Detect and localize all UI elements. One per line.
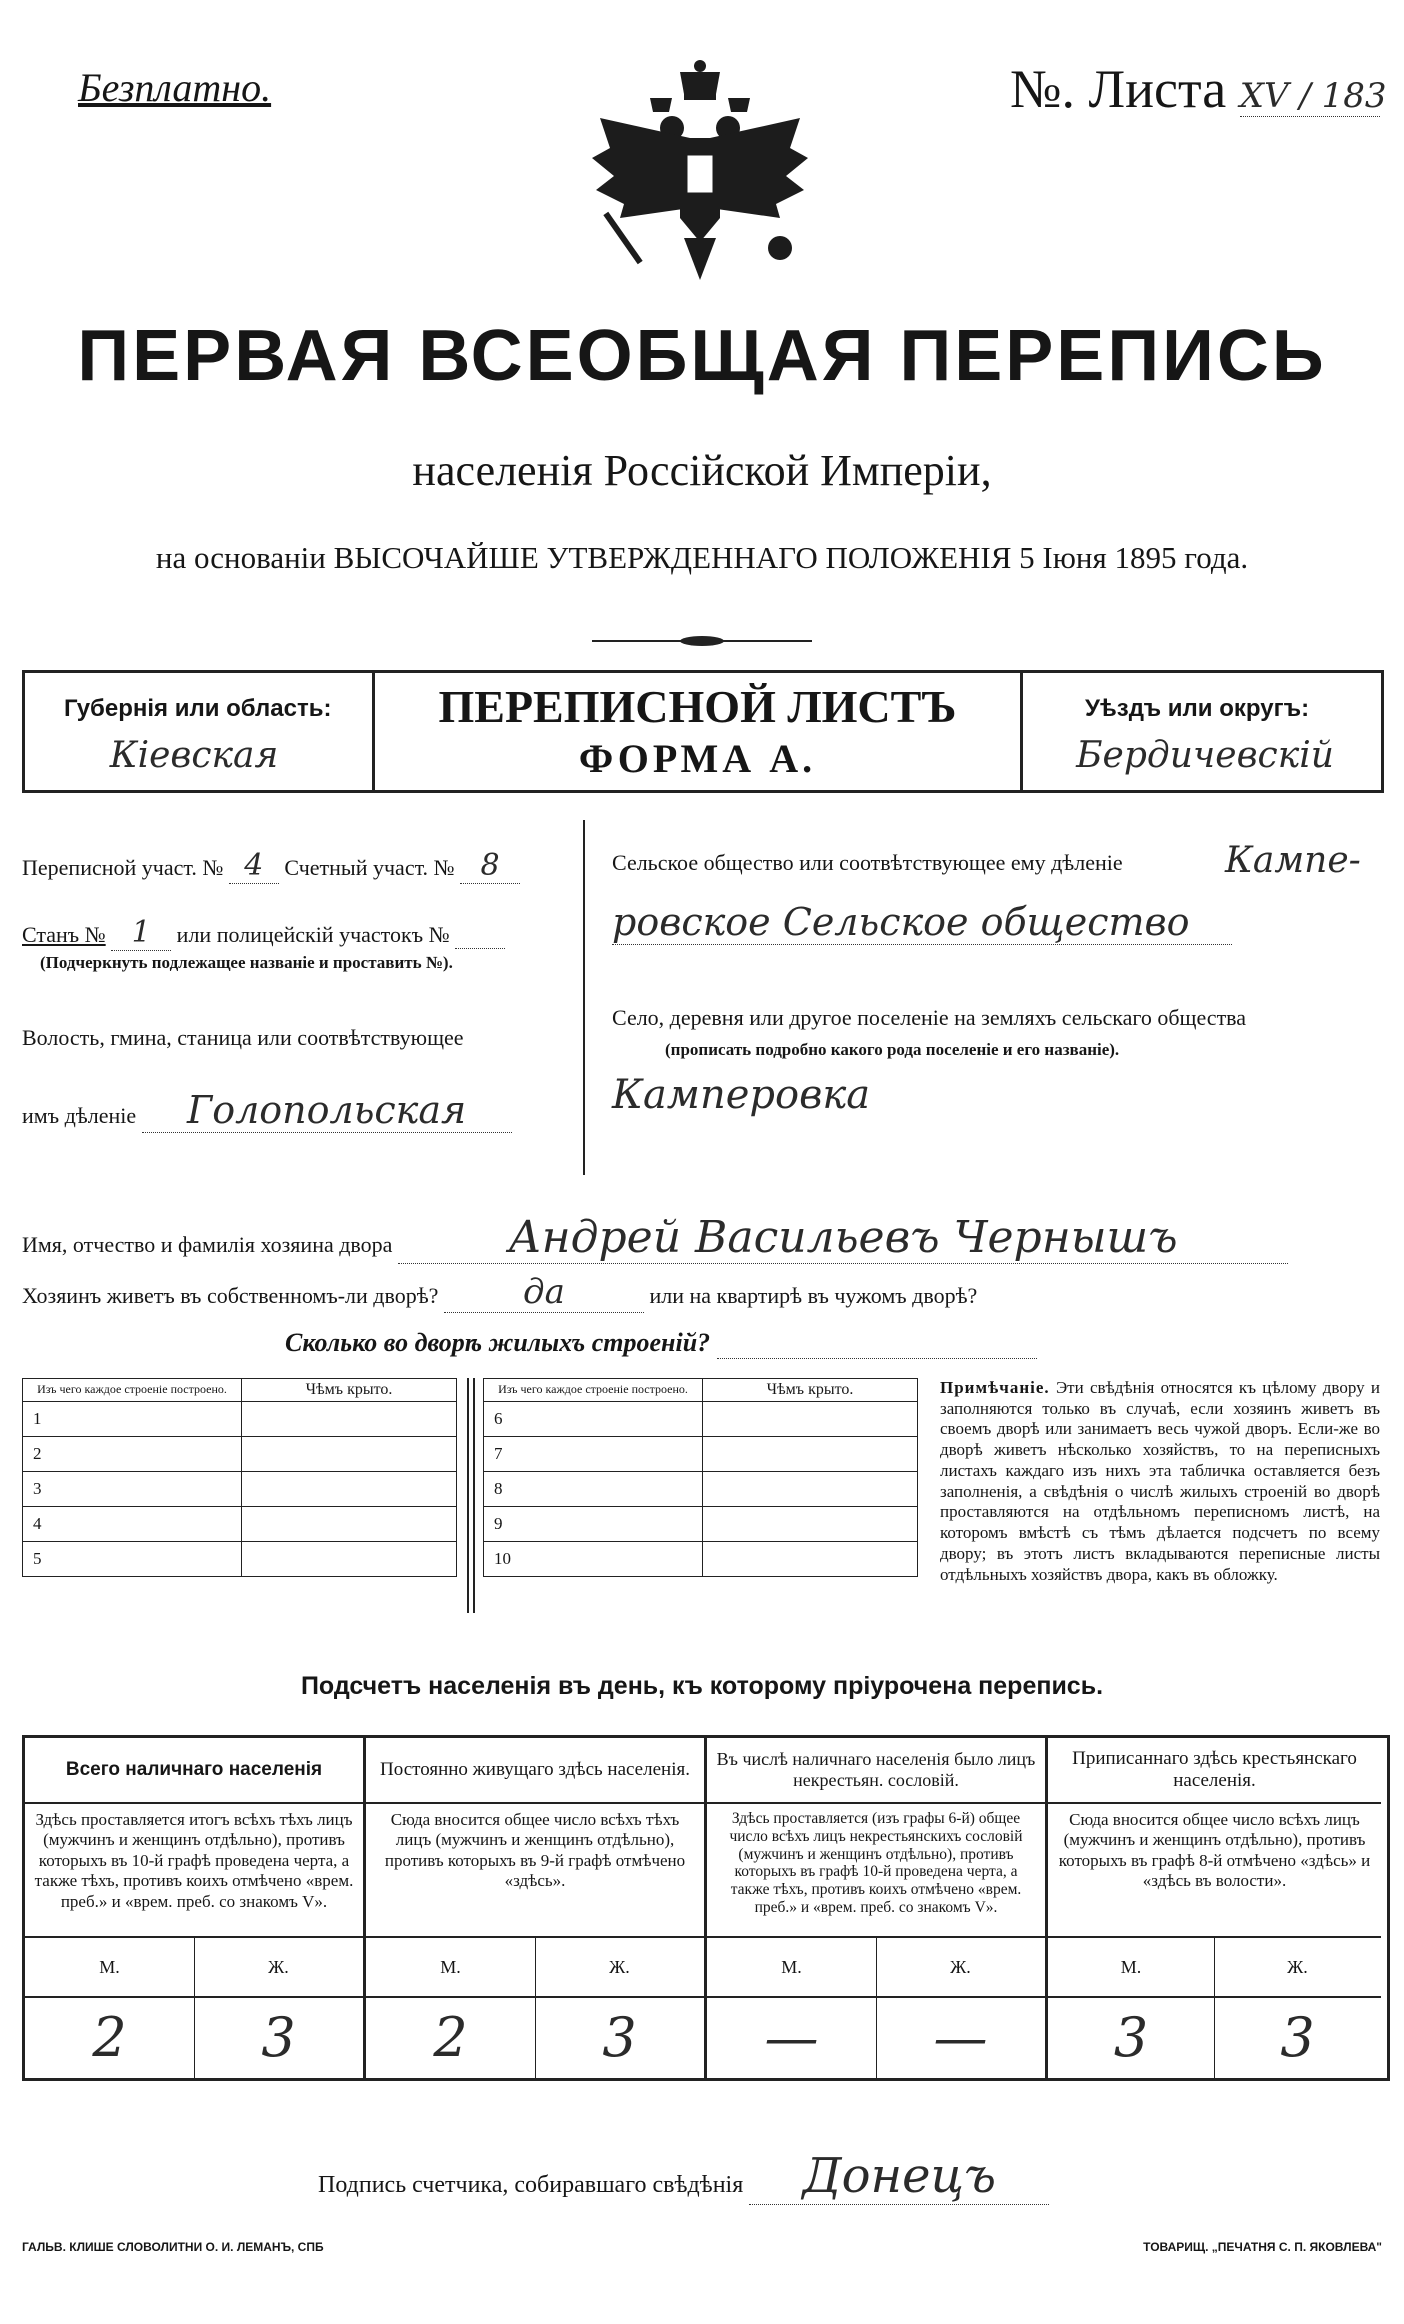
table-row bbox=[23, 1437, 457, 1472]
owner-lives-value: да bbox=[444, 1272, 644, 1313]
form-subtitle: ФОРМА А. bbox=[578, 736, 817, 781]
sex-f: Ж. bbox=[876, 1938, 1045, 1998]
count-area-value: 8 bbox=[460, 848, 520, 884]
population-col-permanent bbox=[366, 1738, 707, 2078]
sex-f: Ж. bbox=[194, 1938, 363, 1998]
population-col-assigned bbox=[1048, 1738, 1381, 2078]
police-area-value bbox=[455, 922, 505, 949]
row-number: 6 bbox=[484, 1402, 703, 1437]
sex-f: Ж. bbox=[535, 1938, 704, 1998]
page-title: ПЕРВАЯ ВСЕОБЩАЯ ПЕРЕПИСЬ bbox=[77, 316, 1327, 396]
row-number: 3 bbox=[23, 1472, 242, 1507]
table-row bbox=[23, 1542, 457, 1577]
sex-m: М. bbox=[25, 1938, 194, 1998]
sex-m: М. bbox=[1048, 1938, 1214, 1998]
sex-m: М. bbox=[366, 1938, 535, 1998]
owner-rent-label: или на квартирѣ въ чужомъ дворѣ? bbox=[649, 1283, 978, 1308]
buildings-table-right bbox=[483, 1378, 918, 1577]
col-head: Постоянно живущаго здѣсь населенія. bbox=[366, 1738, 704, 1804]
volost-label-2: имъ дѣленіе bbox=[22, 1103, 137, 1128]
col-head: Приписаннаго здѣсь крестьянскаго населенія. bbox=[1048, 1738, 1381, 1804]
police-area-label: или полицейскій участокъ № bbox=[176, 922, 450, 947]
row-number: 4 bbox=[23, 1507, 242, 1542]
buildings-question: Сколько во дворѣ жилыхъ строеній? bbox=[285, 1328, 711, 1357]
col-roof-header: Чѣмъ крыто. bbox=[242, 1379, 457, 1402]
owner-name-label: Имя, отчество и фамилія хозяина двора bbox=[22, 1232, 393, 1257]
value-m: 2 bbox=[433, 2005, 468, 2069]
census-area-value: 4 bbox=[229, 848, 279, 884]
stan-label: Станъ № bbox=[22, 922, 106, 947]
page-subtitle: населенія Россійской Имперіи, bbox=[412, 446, 992, 495]
value-f: 3 bbox=[602, 2005, 637, 2069]
row-number: 8 bbox=[484, 1472, 703, 1507]
col-head: Въ числѣ наличнаго населенія было лицъ некрестьян. сословій. bbox=[707, 1738, 1045, 1804]
value-f: 3 bbox=[261, 2005, 296, 2069]
imperial-eagle-emblem bbox=[580, 58, 820, 288]
col-head: Всего наличнаго населенія bbox=[25, 1738, 363, 1804]
footer-right: ТОВАРИЩ. „ПЕЧАТНЯ С. П. ЯКОВЛЕВА" bbox=[1143, 2240, 1382, 2254]
value-f: 3 bbox=[1280, 2005, 1315, 2069]
note-title: Примѣчаніе. bbox=[940, 1378, 1050, 1397]
society-value-2: ровское Сельское общество bbox=[612, 900, 1232, 945]
signature-value: Донецъ bbox=[749, 2148, 1049, 2205]
row-number: 2 bbox=[23, 1437, 242, 1472]
signature-label: Подпись счетчика, собиравшаго свѣдѣнія bbox=[318, 2172, 744, 2198]
buildings-count-field bbox=[717, 1328, 1037, 1359]
village-value: Камперовка bbox=[612, 1072, 871, 1118]
value-f: — bbox=[933, 2005, 988, 2069]
col-desc: Сюда вносится общее число всѣхъ тѣхъ лицъ (мужчинъ и женщинъ отдѣльно), противъ которыхъ въ 9-й графѣ отмѣчено «здѣсь». bbox=[366, 1804, 704, 1938]
row-number: 1 bbox=[23, 1402, 242, 1437]
society-label: Сельское общество или соотвѣтствующее ему дѣленіе bbox=[612, 850, 1123, 875]
col-desc: Сюда вносится общее число всѣхъ лицъ (мужчинъ и женщинъ отдѣльно), противъ которыхъ въ графѣ 8-й отмѣчено «здѣсь» и «здѣсь въ волости». bbox=[1048, 1804, 1381, 1938]
table-row bbox=[484, 1507, 918, 1542]
population-table bbox=[22, 1735, 1390, 2081]
sex-f: Ж. bbox=[1214, 1938, 1381, 1998]
col-desc: Здѣсь проставляется (изъ графы 6-й) общее число всѣхъ лицъ некрестьянскихъ сословій (мужчинъ и женщинъ отдѣльно), противъ которыхъ въ графѣ 10-й проведена черта, а также тѣхъ, противъ коихъ отмѣчено «врем. преб.» и «врем. преб. со знакомъ V». bbox=[707, 1804, 1045, 1938]
uezd-value: Бердичевскій bbox=[1076, 735, 1334, 776]
row-number: 9 bbox=[484, 1507, 703, 1542]
sheet-number-label: №. Листа bbox=[1010, 59, 1227, 119]
gubernia-value: Кіевская bbox=[109, 735, 279, 776]
census-area-label: Переписной участ. № bbox=[22, 855, 224, 880]
form-title: ПЕРЕПИСНОЙ ЛИСТЪ bbox=[438, 681, 957, 732]
table-row bbox=[484, 1402, 918, 1437]
volost-value: Голопольская bbox=[142, 1088, 512, 1133]
volost-label: Волость, гмина, станица или соотвѣтствующее bbox=[22, 1025, 464, 1050]
village-note: (прописать подробно какого рода поселеніе и его названіе). bbox=[665, 1040, 1120, 1059]
row-number: 7 bbox=[484, 1437, 703, 1472]
population-col-total bbox=[25, 1738, 366, 2078]
uezd-label: Уѣздъ или округъ: bbox=[1085, 695, 1310, 722]
gubernia-label: Губернія или область: bbox=[64, 695, 332, 722]
stan-value: 1 bbox=[111, 915, 171, 951]
note-text: Эти свѣдѣнія относятся къ цѣлому двору и заполняются только въ случаѣ, если хозяинъ живетъ въ своемъ дворѣ или занимаетъ весь чужой дворъ. Если-же во дворѣ живетъ нѣсколько хозяйствъ, то на переписныхъ листахъ каждаго изъ нихъ эта табличка оставляется безъ заполненія, а свѣдѣнія о числѣ жилыхъ строеній во дворѣ проставляются на отдѣльномъ переписномъ листѣ, на которомъ вмѣстѣ съ тѣмъ дѣлается подсчетъ по всему двору; въ этотъ листъ вкладываются переписные листы отдѣльныхъ хозяйствъ двора, какъ въ обложку. bbox=[940, 1378, 1380, 1584]
col-material-header: Изъ чего каждое строеніе построено. bbox=[484, 1379, 703, 1402]
owner-name-value: Андрей Васильевъ Чернышъ bbox=[398, 1212, 1288, 1264]
note-block bbox=[940, 1378, 1380, 1585]
value-m: 2 bbox=[92, 2005, 127, 2069]
village-label: Село, деревня или другое поселеніе на земляхъ сельскаго общества bbox=[612, 1005, 1247, 1030]
sheet-number-value: XV / 183 bbox=[1239, 76, 1387, 116]
table-row bbox=[484, 1542, 918, 1577]
value-m: 3 bbox=[1113, 2005, 1149, 2069]
underline-note: (Подчеркнуть подлежащее названіе и проставить №). bbox=[40, 953, 453, 972]
count-title: Подсчетъ населенія въ день, къ которому пріурочена перепись. bbox=[300, 1672, 1104, 1700]
count-area-label: Счетный участ. № bbox=[284, 855, 455, 880]
value-m: — bbox=[764, 2005, 819, 2069]
population-col-non-peasant bbox=[707, 1738, 1048, 2078]
table-row bbox=[23, 1402, 457, 1437]
sex-m: М. bbox=[707, 1938, 876, 1998]
col-desc: Здѣсь проставляется итогъ всѣхъ тѣхъ лицъ (мужчинъ и женщинъ отдѣльно), противъ которыхъ въ 10-й графѣ проведена черта, а также тѣхъ, противъ коихъ отмѣчено «врем. преб.» и «врем. преб. со знакомъ V». bbox=[25, 1804, 363, 1938]
col-roof-header: Чѣмъ крыто. bbox=[703, 1379, 918, 1402]
footer-left: ГАЛЬВ. КЛИШЕ СЛОВОЛИТНИ О. И. ЛЕМАНЪ, СПБ bbox=[22, 2240, 324, 2254]
table-row bbox=[23, 1472, 457, 1507]
owner-lives-label: Хозяинъ живетъ въ собственномъ-ли дворѣ? bbox=[22, 1283, 439, 1308]
col-material-header: Изъ чего каждое строеніе построено. bbox=[23, 1379, 242, 1402]
row-number: 10 bbox=[484, 1542, 703, 1577]
buildings-table-left bbox=[22, 1378, 457, 1577]
table-row bbox=[484, 1437, 918, 1472]
row-number: 5 bbox=[23, 1542, 242, 1577]
society-value-1: Кампе- bbox=[1225, 840, 1361, 881]
legal-basis: на основаніи ВЫСОЧАЙШЕ УТВЕРЖДЕННАГО ПОЛОЖЕНІЯ 5 Іюня 1895 года. bbox=[155, 540, 1249, 575]
table-row bbox=[484, 1472, 918, 1507]
ornament-divider bbox=[592, 633, 812, 643]
free-label: Безплатно. bbox=[78, 65, 272, 110]
table-row bbox=[23, 1507, 457, 1542]
